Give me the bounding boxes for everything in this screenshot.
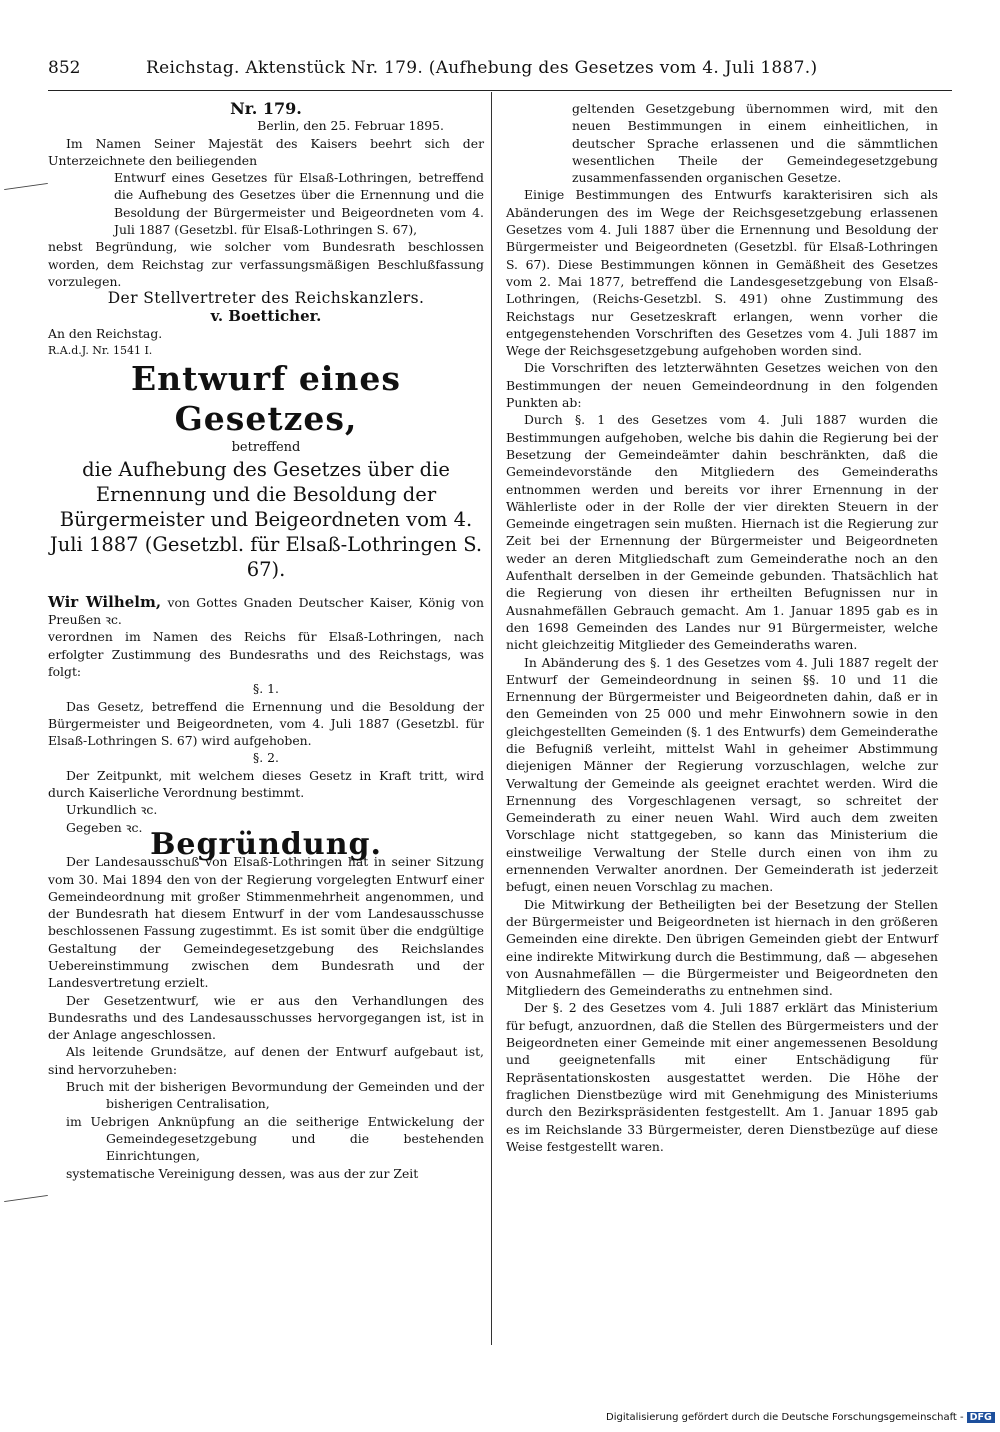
enacting-clause [48, 594, 484, 629]
digitization-footer [606, 1412, 995, 1423]
right-paragraph: Einige Bestimmungen des Entwurfs karakterisiren sich als Abänderungen des im Wege der Reichsgesetzgebung erlassenen Gesetzes vom 4. Juli 1887 über die Ernennung und Besoldung der Bürgermeister und Beigeordneten (Gesetzbl. für Elsaß-Lothringen S. 67). Diese Bestimmungen können in Gemäßheit des Gesetzes vom 2. Mai 1877, betreffend die Landesgesetzgebung von Elsaß-Lothringen, (Reichs-Gesetzbl. S. 491) ohne Zustimmung des Reichstags nur Gesetzeskraft erlangen, wenn vorher die entgegenstehenden Vorschriften des Gesetzes vom 4. Juli 1887 im Wege der Reichsgesetzgebung aufgehoben worden sind. [506, 187, 938, 359]
principle-item: systematische Vereinigung dessen, was aus der zur Zeit [66, 1165, 419, 1181]
section-2-text: Der Zeitpunkt, mit welchem dieses Gesetz in Kraft tritt, wird durch Kaiserliche Verordnung bestimmt. [48, 767, 484, 801]
file-reference: R.A.d.J. Nr. 1541 I. [48, 344, 153, 358]
right-paragraph: Durch §. 1 des Gesetzes vom 4. Juli 1887 wurden die Bestimmungen aufgehoben, welche bis dahin die Regierung bei der Besetzung der Gemeindeämter dahin beschränkten, daß die Gemeindevorstände den Mitgliedern des Gemeinderaths entnommen werden und bereits vor ihrer Ernennung in der Wählerliste oder in der Rolle der vier direkten Steuern in der Gemeinde eingetragen sein mußten. Hiernach ist die Regierung zur Zeit bei der Ernennung der Bürgermeister und Beigeordneten weder an deren Mitgliedschaft zum Gemeinderathe noch an den Aufenthalt derselben in der Gemeinde gebunden. Thatsächlich hat die Regierung von diesen ihr ertheilten Befugnissen nur in Ausnahmefällen Gebrauch gemacht. Am 1. Januar 1895 gab es in den 1698 Gemeinden des Landes nur 91 Bürgermeister, welche nicht gleichzeitig Mitglieder des Gemeinderaths waren. [506, 412, 938, 653]
footer-text: Digitalisierung gefördert durch die Deutsche Forschungsgemeinschaft - [606, 1412, 964, 1423]
column-divider [491, 92, 492, 1345]
page-header [48, 58, 952, 88]
gegeben-line: Gegeben ꝛc. [66, 819, 143, 835]
emperor-title: von Gottes Gnaden Deutscher Kaiser, König von Preußen ꝛc. [48, 594, 484, 628]
signatory-title: Der Stellvertreter des Reichskanzlers. [107, 289, 425, 308]
law-subtitle: die Aufhebung des Gesetzes über die Ernennung und die Besoldung der Bürgermeister und Beigeordneten vom 4. Juli 1887 (Gesetzbl. für Elsaß-Lothringen S. 67). [49, 457, 483, 581]
intro-text: Im Namen Seiner Majestät des Kaisers beehrt sich der Unterzeichnete den beiliegenden [48, 135, 484, 168]
section-1-heading: §. 1. [253, 681, 279, 697]
decree-text: verordnen im Namen des Reichs für Elsaß-Lothringen, nach erfolgter Zustimmung des Bundesraths und des Reichstags, was folgt: [48, 629, 484, 679]
header-rule [48, 90, 952, 91]
main-title: Entwurf eines Gesetzes, [131, 359, 401, 439]
draft-title: Entwurf eines Gesetzes für Elsaß-Lothringen, betreffend die Aufhebung des Gesetzes über die Ernennung und die Besoldung der Bürgermeister und Beigeordneten vom 4. Juli 1887 (Gesetzbl. für Elsaß-Lothringen S. 67), [114, 170, 484, 238]
section-2-heading: §. 2. [253, 750, 279, 766]
running-title: Reichstag. Aktenstück Nr. 179. (Aufhebung des Gesetzes vom 4. Juli 1887.) [146, 58, 818, 78]
right-column [506, 100, 938, 1155]
right-paragraph: geltenden Gesetzgebung übernommen wird, mit den neuen Bestimmungen in einem einheitlichen, in deutscher Sprache erlassenen und die sämmtlichen wesentlichen Theile der Gemeindegesetzgebung zusammenfassenden organischen Gesetze. [572, 101, 938, 186]
right-paragraph: Die Vorschriften des letzterwähnten Gesetzes weichen von den Bestimmungen der neuen Gemeindeordnung in den folgenden Punkten ab: [506, 360, 938, 411]
right-paragraph: In Abänderung des §. 1 des Gesetzes vom 4. Juli 1887 regelt der Entwurf der Gemeindeordnung in seinen §§. 10 und 11 die Ernennung der Bürgermeister und Beigeordneten dahin, daß er in den Gemeinden von 25 000 und mehr Einwohnern sowie in den gleichgestellten Gemeinden (§. 1 des Entwurfs) dem Gemeinderathe die Befugniß verleiht, mittelst Wahl in geheimer Abstimmung diejenigen Männer der Regierung vorzuschlagen, welche zur Verwaltung der Gemeinde als geeignet erachtet werden. Wird die Ernennung des Vorgeschlagenen versagt, so schreitet der Gemeinderath zu einer neuen Wahl. Wird auch dem zweiten Vorschlage nicht stattgegeben, so kann das Ministerium die einstweilige Verwaltung der Stelle durch einen von ihm zu ernennenden Verwalter anordnen. Der Gemeinderath ist jederzeit befugt, einen neuen Vorschlag zu machen. [506, 654, 938, 895]
addressee: An den Reichstag. [48, 325, 163, 341]
margin-mark [4, 1195, 48, 1202]
principle-item: im Uebrigen Anknüpfung an die seitherige Entwickelung der Gemeindegesetzgebung und die bestehenden Einrichtungen, [66, 1113, 484, 1164]
betreffend-label: betreffend [231, 440, 301, 456]
margin-mark [4, 183, 48, 190]
section-1-text: Das Gesetz, betreffend die Ernennung und die Besoldung der Bürgermeister und Beigeordneten, vom 4. Juli 1887 (Gesetzbl. für Elsaß-Lothringen S. 67) wird aufgehoben. [48, 698, 484, 749]
document-number: Nr. 179. [230, 99, 302, 118]
transmittal-text: nebst Begründung, wie solcher vom Bundesrath beschlossen worden, dem Reichstag zur verfassungsmäßigen Beschlußfassung vorzulegen. [48, 239, 484, 289]
begruendung-title: Begründung. [150, 826, 382, 862]
dfg-logo: DFG [967, 1412, 995, 1423]
begruendung-paragraph: Als leitende Grundsätze, auf denen der Entwurf aufgebaut ist, sind hervorzuheben: [48, 1044, 484, 1077]
signatory-name: v. Boetticher. [210, 306, 322, 325]
page-number: 852 [48, 58, 81, 78]
date-line: Berlin, den 25. Februar 1895. [257, 118, 444, 134]
principle-item: Bruch mit der bisherigen Bevormundung der Gemeinden und der bisherigen Centralisation, [66, 1079, 484, 1112]
right-paragraph: Die Mitwirkung der Betheiligten bei der Besetzung der Stellen der Bürgermeister und Beigeordneten ist hiernach in den größeren Gemeinden eine direkte. Den übrigen Gemeinden giebt der Entwurf eine indirekte Mitwirkung durch die Bestimmung, daß — abgesehen von Ausnahmefällen — die Bürgermeister und Beigeordneten den Mitgliedern des Gemeinderaths zu entnehmen sind. [506, 896, 938, 999]
emperor-name: Wir Wilhelm, [48, 592, 162, 611]
begruendung-paragraph: Der Landesausschuß von Elsaß-Lothringen hat in seiner Sitzung vom 30. Mai 1894 den von der Regierung vorgelegten Entwurf einer Gemeindeordnung mit großer Stimmenmehrheit angenommen, und der Bundesrath hat diesem Entwurf in der vom Landesausschusse beschlossenen Fassung zugestimmt. Es ist somit über die endgültige Gestaltung der Gemeindegesetzgebung des Reichslandes Uebereinstimmung zwischen dem Bundesrath und der Landesvertretung erzielt. [48, 854, 484, 991]
begruendung-paragraph: Der Gesetzentwurf, wie er aus den Verhandlungen des Bundesraths und des Landesausschusses hervorgegangen ist, ist in der Anlage angeschlossen. [48, 992, 484, 1043]
right-paragraph: Der §. 2 des Gesetzes vom 4. Juli 1887 erklärt das Ministerium für befugt, anzuordnen, daß die Stellen des Bürgermeisters und der Beigeordneten einer Gemeinde mit einer angemessenen Besoldung und geeignetenfalls mit einer Entschädigung für Repräsentationskosten ausgestattet werden. Die Höhe der fraglichen Dienstbezüge wird mit Genehmigung des Ministeriums durch den Bezirkspräsidenten festgestellt. Am 1. Januar 1895 gab es im Reichslande 33 Bürgermeister, deren Dienstbezüge auf diese Weise festgestellt waren. [506, 1000, 938, 1154]
urkundlich-line: Urkundlich ꝛc. [66, 802, 158, 818]
left-column [48, 100, 484, 1182]
